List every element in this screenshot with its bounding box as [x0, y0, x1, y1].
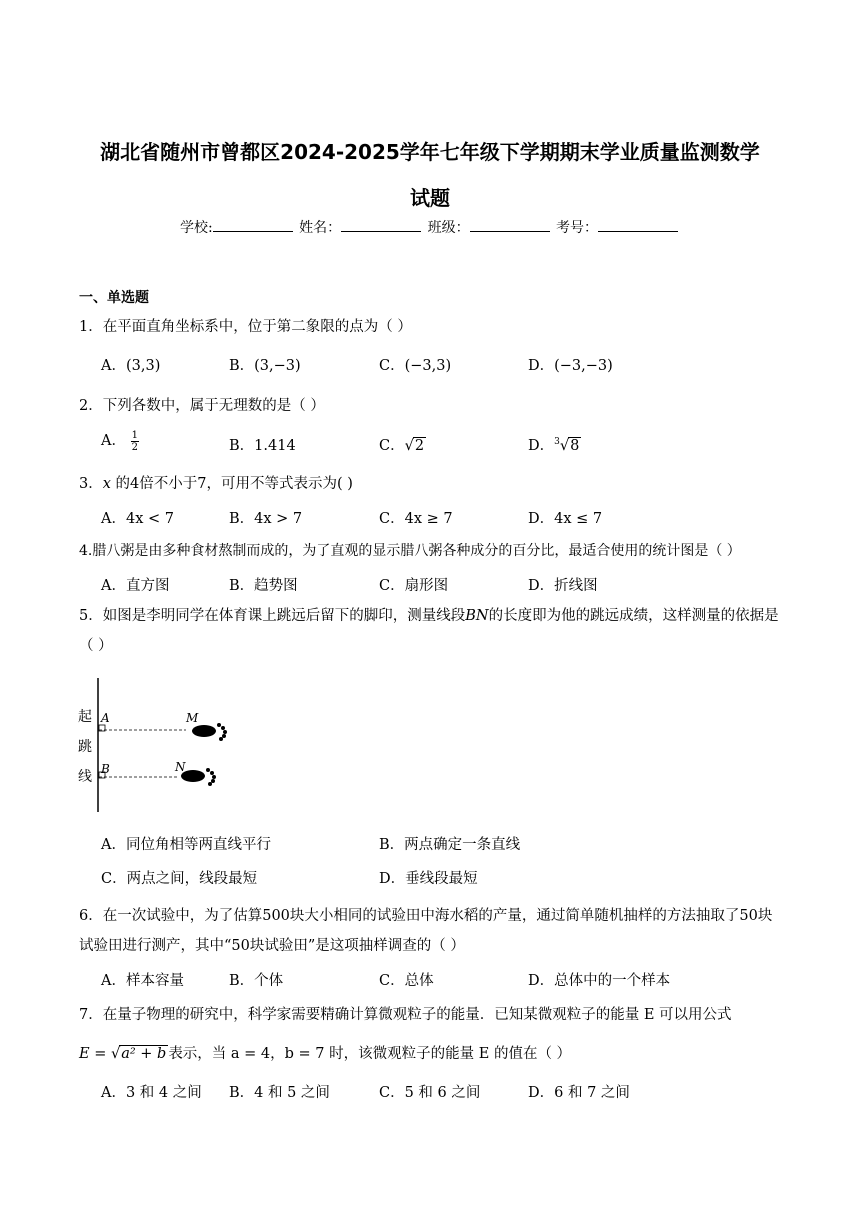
class-label: 班级：	[427, 220, 470, 236]
variable-x: x	[102, 476, 111, 492]
q4-option-b[interactable]: B．趋势图	[229, 578, 298, 594]
q7-option-b[interactable]: B．4 和 5 之间	[229, 1085, 330, 1101]
cube-root-index: 3	[554, 437, 560, 448]
q2-option-d-label: D．	[528, 438, 555, 454]
sqrt-icon: √	[110, 1046, 121, 1062]
class-blank[interactable]	[470, 219, 550, 232]
point-b-label: B	[101, 762, 110, 776]
q3-option-a[interactable]: A．4x < 7	[101, 511, 174, 527]
fraction-one-half: $\frac{1}{2}$	[131, 429, 138, 453]
question-4-stem: 4.腊八粥是由多种食材熬制而成的，为了直观的显示腊八粥各种成分的百分比，最适合使用的统计图是（ ）	[79, 543, 741, 559]
q2-option-a[interactable]	[101, 429, 139, 453]
q3-option-b[interactable]: B．4x > 7	[229, 511, 303, 527]
point-a-label: A	[101, 711, 110, 725]
formula-radicand: a² + b	[121, 1046, 167, 1062]
q6-option-a[interactable]: A．样本容量	[101, 973, 184, 989]
sqrt-radicand: 2	[414, 438, 425, 454]
segment-bn: BN	[465, 608, 489, 624]
name-blank[interactable]	[341, 219, 421, 232]
sqrt-icon: √	[404, 438, 414, 454]
q1-option-b[interactable]: B．(3,−3)	[229, 358, 301, 374]
q5-option-b[interactable]: B．两点确定一条直线	[379, 837, 521, 853]
q7-option-c[interactable]: C．5 和 6 之间	[379, 1085, 481, 1101]
question-3-stem: 3．x 的4倍不小于7，可用不等式表示为( )	[79, 476, 353, 492]
q5-option-a[interactable]: A．同位角相等两直线平行	[101, 837, 271, 853]
name-label: 姓名：	[299, 220, 342, 236]
question-7-stem-line-2: E = √a² + b 表示，当 a = 4，b = 7 时，该微观粒子的能量 E 的值在（ ）	[79, 1046, 572, 1062]
side-label-xian: 线	[78, 769, 92, 785]
title-line-2: 试题	[410, 186, 450, 210]
question-2-stem: 2．下列各数中，属于无理数的是（ ）	[79, 398, 325, 414]
q6-option-c[interactable]: C．总体	[379, 973, 434, 989]
formula-lhs: E =	[79, 1046, 107, 1062]
title-line-1: 湖北省随州市曾都区2024-2025学年七年级下学期期末学业质量监测数学	[100, 140, 760, 164]
q6-option-b[interactable]: B．个体	[229, 973, 284, 989]
cube-root-radicand: 8	[570, 438, 580, 454]
point-m-label: M	[186, 711, 199, 725]
q1-option-a[interactable]: A．(3,3)	[101, 358, 161, 374]
q7-option-d[interactable]: D．6 和 7 之间	[528, 1085, 630, 1101]
q7-option-a[interactable]: A．3 和 4 之间	[101, 1085, 202, 1101]
question-5-stem: 5．如图是李明同学在体育课上跳远后留下的脚印，测量线段BN的长度即为他的跳远成绩，这样测量的依据是（ ）	[79, 608, 779, 654]
footprint-m-icon	[192, 723, 227, 741]
q2-option-c[interactable]	[379, 434, 426, 455]
question-1-stem: 1．在平面直角坐标系中，位于第二象限的点为（ ）	[79, 319, 412, 335]
q5-option-c[interactable]: C．两点之间，线段最短	[101, 871, 258, 887]
q3-option-d[interactable]: D．4x ≤ 7	[528, 511, 603, 527]
question-7-stem-line-1: 7．在量子物理的研究中，科学家需要精确计算微观粒子的能量．已知某微观粒子的能量 E 可以用公式	[79, 1007, 732, 1023]
school-blank[interactable]	[213, 219, 293, 232]
exam-no-blank[interactable]	[598, 219, 678, 232]
question-6-stem: 6．在一次试验中，为了估算500块大小相同的试验田中海水稻的产量，通过简单随机抽样的方法抽取了50块试验田进行测产，其中“50块试验田”是这项抽样调查的（ ）	[79, 908, 773, 954]
cube-root-icon: √	[559, 438, 570, 454]
footprint-n-icon	[181, 768, 216, 786]
q4-option-c[interactable]: C．扇形图	[379, 578, 449, 594]
long-jump-diagram	[78, 678, 258, 818]
q6-option-d[interactable]: D．总体中的一个样本	[528, 973, 671, 989]
q2-option-c-label: C．	[379, 438, 405, 454]
student-info-row	[0, 217, 860, 237]
long-jump-figure	[78, 678, 258, 818]
point-n-label: N	[175, 760, 186, 774]
section-heading: 一、单选题	[79, 290, 149, 306]
q4-option-a[interactable]: A．直方图	[101, 578, 170, 594]
q2-option-d[interactable]	[528, 434, 581, 455]
q2-option-b[interactable]: B．1.414	[229, 438, 296, 454]
q4-option-d[interactable]: D．折线图	[528, 578, 598, 594]
q5-option-d[interactable]: D．垂线段最短	[379, 871, 478, 887]
school-label: 学校:	[179, 220, 213, 236]
q2-option-a-label: A．	[101, 433, 126, 449]
side-label-qi: 起	[78, 709, 92, 725]
q3-option-c[interactable]: C．4x ≥ 7	[379, 511, 453, 527]
side-label-tiao: 跳	[78, 739, 92, 755]
exam-no-label: 考号：	[556, 220, 599, 236]
q1-option-d[interactable]: D．(−3,−3)	[528, 358, 613, 374]
q1-option-c[interactable]: C．(−3,3)	[379, 358, 452, 374]
